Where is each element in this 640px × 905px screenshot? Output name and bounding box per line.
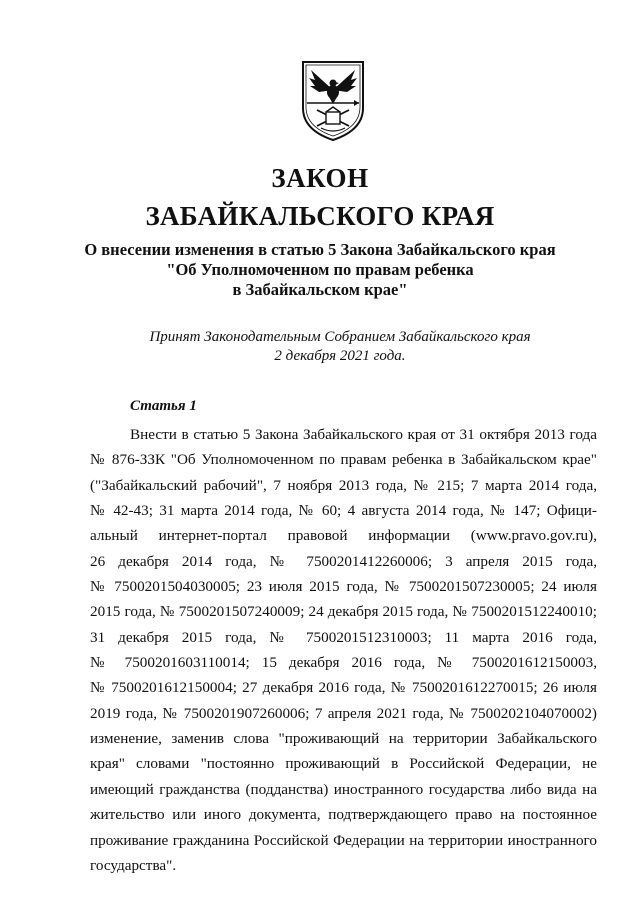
adoption-note bbox=[0, 328, 640, 366]
article-line: 31 декабря 2015 года, № 7500201512310003; 11 марта 2016 года, bbox=[90, 628, 597, 646]
article-line: № 7500201504030005; 23 июля 2015 года, № 7500201507230005; 24 июля bbox=[90, 578, 597, 596]
article-line: № 7500201603110014; 15 декабря 2016 года, № 7500201612150003, bbox=[90, 654, 597, 672]
article-line: альный интернет-портал правовой информации (www.pravo.gov.ru), bbox=[90, 527, 597, 545]
article-line: жительство или иного документа, подтверждающего право на постоянное bbox=[90, 806, 597, 824]
adoption-date: 2 декабря 2021 года. bbox=[274, 348, 406, 364]
article-line: № 42-43; 31 марта 2014 года, № 60; 4 августа 2014 года, № 147; Офици- bbox=[90, 502, 597, 520]
law-subject-line: О внесении изменения в статью 5 Закона Забайкальского края bbox=[84, 240, 556, 259]
article-line: № 7500201612150004; 27 декабря 2016 года, № 7500201612270015; 26 июля bbox=[90, 679, 597, 697]
article-line: 2019 года, № 7500201907260006; 7 апреля 2021 года, № 7500202104070002) bbox=[90, 704, 597, 722]
coat-of-arms-icon bbox=[301, 60, 365, 142]
adoption-line: Принят Законодательным Собранием Забайкальского края bbox=[149, 329, 531, 345]
law-subject bbox=[0, 240, 640, 300]
article-line: государства". bbox=[90, 856, 177, 874]
article-line: проживание гражданина Российской Федерации на территории иностранного bbox=[90, 831, 597, 849]
law-subject-line: в Забайкальском крае" bbox=[232, 280, 408, 299]
law-title: ЗАКОН bbox=[271, 163, 369, 193]
article-heading: Статья 1 bbox=[130, 398, 197, 414]
article-line: имеющий гражданства (подданства) иностранного государства либо вида на bbox=[90, 780, 597, 798]
article-line: 2015 года, № 7500201507240009; 24 декабря 2015 года, № 7500201512240010; bbox=[90, 603, 597, 621]
article-line: изменение, заменив слова "проживающий на территории Забайкальского bbox=[90, 730, 597, 748]
law-subject-line: "Об Уполномоченном по правам ребенка bbox=[166, 260, 474, 279]
article-line: 26 декабря 2014 года, № 7500201412260006; 3 апреля 2015 года, bbox=[90, 552, 597, 570]
article-line: ("Забайкальский рабочий", 7 ноября 2013 года, № 215; 7 марта 2014 года, bbox=[90, 476, 597, 494]
article-line: Внести в статью 5 Закона Забайкальского края от 31 октября 2013 года bbox=[130, 426, 597, 443]
law-region-title: ЗАБАЙКАЛЬСКОГО КРАЯ bbox=[145, 201, 495, 231]
article-line: № 876-ЗЗК "Об Уполномоченном по правам ребенка в Забайкальском крае" bbox=[90, 451, 597, 469]
article-body bbox=[90, 422, 597, 878]
article-line: края" словами "постоянно проживающий в Российской Федерации, не bbox=[90, 755, 597, 773]
